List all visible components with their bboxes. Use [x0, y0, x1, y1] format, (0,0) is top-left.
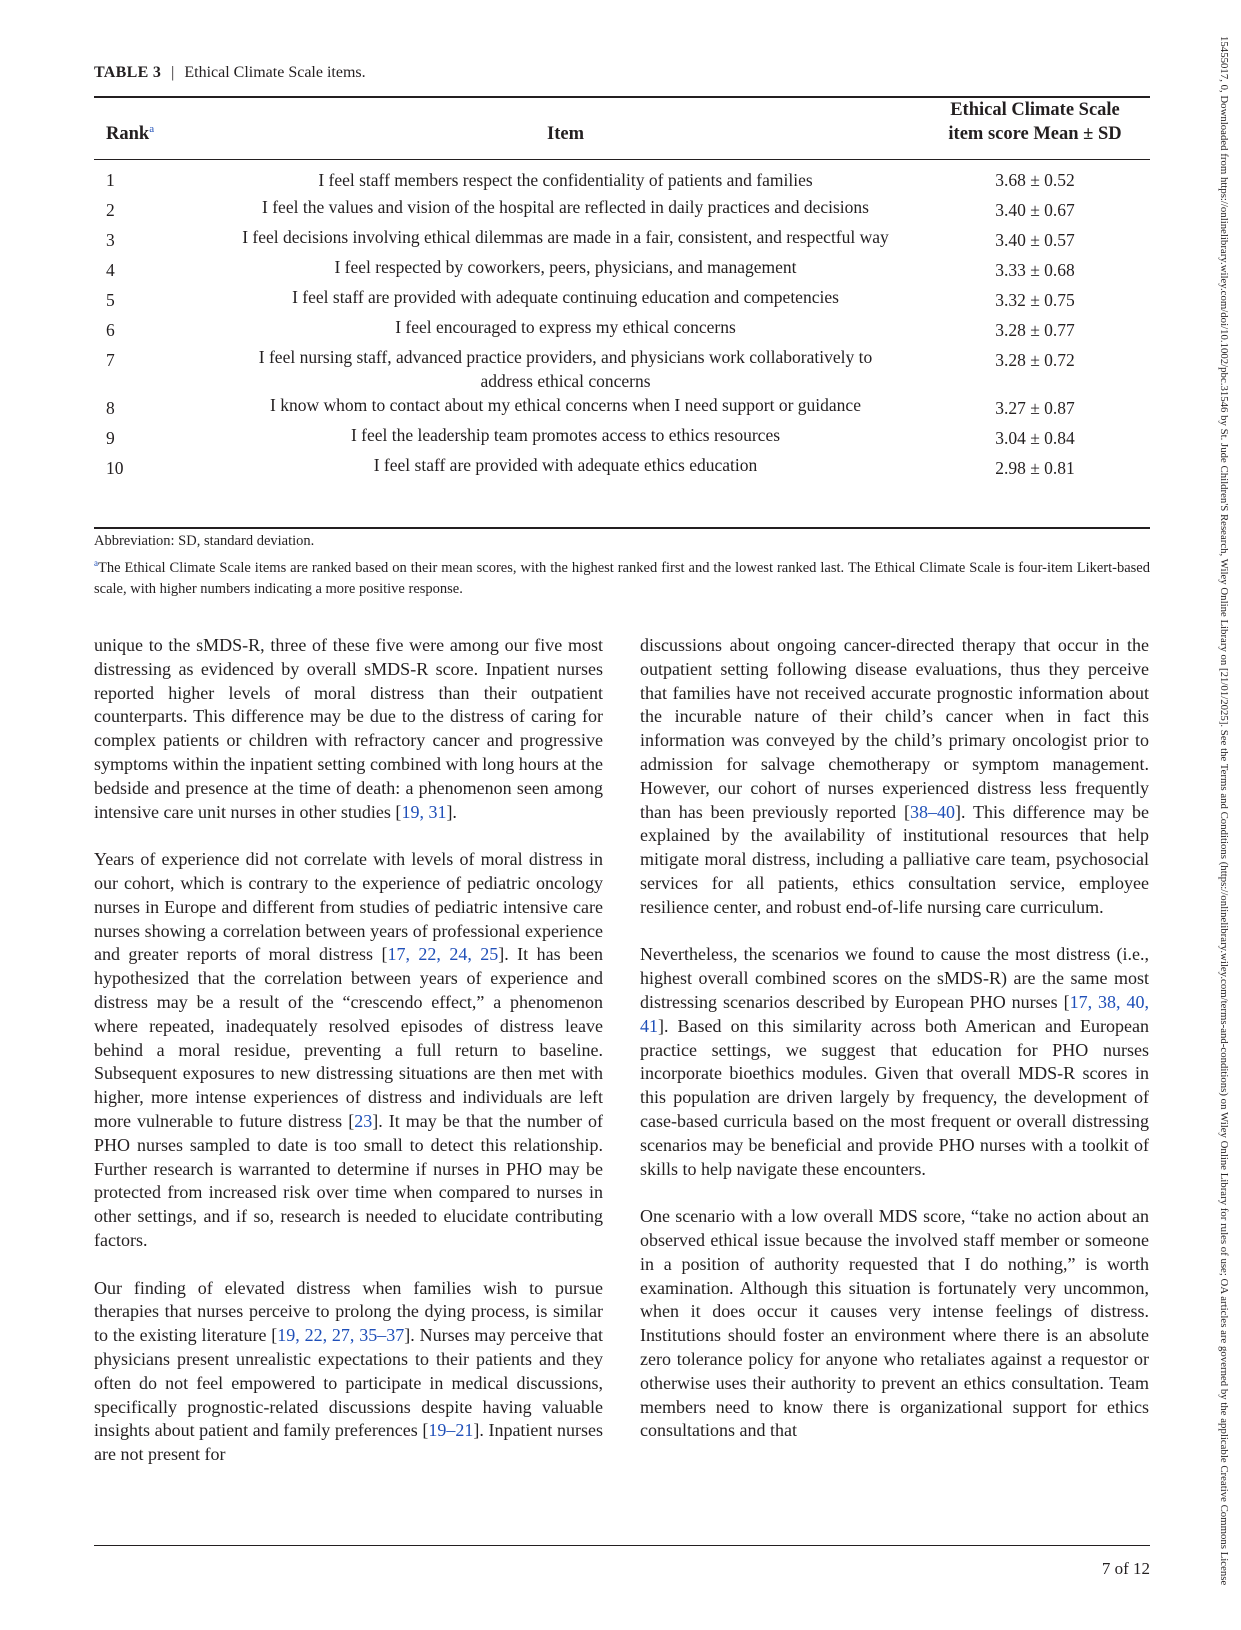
footer-rule: [94, 1545, 1150, 1546]
abbreviation-note: Abbreviation: SD, standard deviation.: [94, 533, 315, 549]
item-cell: I feel staff members respect the confidentiality of patients and families: [318, 170, 813, 190]
rank-cell: 4: [106, 260, 115, 280]
score-cell: 3.28 ± 0.72: [995, 350, 1075, 370]
citation-link[interactable]: 23: [354, 1110, 373, 1131]
score-cell: 3.33 ± 0.68: [995, 260, 1075, 280]
paragraph: Nevertheless, the scenarios we found to cause the most distress (i.e., highest overall combined scores on the sMDS-R) are the same most distressing scenarios described by European PHO nurses [17, 38, 40, 41]. Based on this similarity across both American and European practice settings, we suggest that education for PHO nurses incorporate bioethics modules. Given that overall MDS-R scores in this population are driven largely by frequency, the development of case-based curricula based on the most frequent or overall distressing scenarios may be beneficial and provide PHO nurses with a toolkit of skills to help navigate these encounters.: [640, 944, 1150, 1179]
item-header: Item: [547, 124, 584, 144]
table-row: [94, 255, 1150, 285]
citation-link[interactable]: 17, 38, 40, 41: [640, 991, 1150, 1036]
table-row: [94, 423, 1150, 453]
table-row: [94, 453, 1150, 483]
table-row: [94, 285, 1150, 315]
score-cell: 2.98 ± 0.81: [995, 458, 1075, 478]
score-header: Ethical Climate Scale item score Mean ± SD: [948, 100, 1122, 144]
paragraph: One scenario with a low overall MDS score, “take no action about an observed ethical issue because the involved staff member or someone in a position of authority requested that I do nothing,” is worth examination. Although this situation is fortunately very uncommon, when it does occur it causes very intense feelings of distress. Institutions should foster an environment where there is an absolute zero tolerance policy for anyone who retaliates against a requestor or otherwise uses their authority to prevent an ethics consultation. Team members need to know there is organizational support for ethics consultations and that: [640, 1206, 1149, 1441]
left-column: [94, 634, 603, 1491]
score-cell: 3.04 ± 0.84: [995, 428, 1075, 448]
citation-link[interactable]: 19–21: [428, 1420, 474, 1441]
rank-cell: 6: [106, 320, 115, 340]
score-cell: 3.40 ± 0.57: [995, 230, 1075, 250]
table-row: [94, 315, 1150, 345]
table-footnotes: [94, 531, 1150, 600]
item-cell: I feel staff are provided with adequate continuing education and competencies: [292, 287, 839, 307]
table-row: [94, 195, 1150, 225]
citation-link[interactable]: 38–40: [909, 801, 955, 822]
rank-cell: 7: [106, 350, 115, 370]
score-cell: 3.27 ± 0.87: [995, 398, 1075, 418]
table-row: [94, 225, 1150, 255]
paragraph: unique to the sMDS-R, three of these five were among our five most distressing as evidenced by overall sMDS-R score. Inpatient nurses reported higher levels of moral distress than their outpatient counterparts. This difference may be due to the distress of caring for complex patients or children with refractory cancer and progressive symptoms within the inpatient setting combined with long hours at the bedside and presence at the time of death: a phenomenon seen among intensive care unit nurses in other studies [19, 31].: [94, 635, 603, 822]
rank-cell: 8: [106, 398, 115, 418]
item-cell: I feel the leadership team promotes access to ethics resources: [350, 425, 781, 445]
footnote-marker[interactable]: a: [149, 122, 155, 135]
page-number: 7 of 12: [1101, 1559, 1150, 1578]
table-row: [94, 160, 1150, 195]
rank-cell: 3: [106, 230, 115, 250]
table-header-row: [94, 98, 1150, 160]
item-cell: I feel nursing staff, advanced practice providers, and physicians work collaboratively to address ethical concerns: [258, 347, 873, 391]
citation-link[interactable]: 17, 22, 24, 25: [387, 944, 499, 965]
caption-separator: |: [171, 64, 175, 81]
table-caption: [94, 64, 366, 82]
table-label: TABLE 3: [94, 64, 162, 81]
item-cell: I feel respected by coworkers, peers, physicians, and management: [334, 257, 797, 277]
table-row: [94, 345, 1150, 393]
item-cell: I know whom to contact about my ethical concerns when I need support or guidance: [270, 395, 861, 415]
score-cell: 3.32 ± 0.75: [995, 290, 1075, 310]
citation-link[interactable]: 19, 22, 27, 35–37: [277, 1325, 405, 1346]
download-notice: 15455017, 0, Downloaded from https://onlinelibrary.wiley.com/doi/10.1002/pbc.31546 by St. Jude Children'S Research, Wiley Online Library on [21/01/2025]. See the Terms and Conditions (https://onlinelibrary.wiley.com/terms-and-conditions) on Wiley Online Library for rules of use; OA articles are governed by the applicable Creative Commons License: [1218, 36, 1230, 1586]
paragraph: discussions about ongoing cancer-directed therapy that occur in the outpatient setting following disease evaluations, thus they perceive that families have not received accurate prognostic information about the incurable nature of their child’s cancer when in fact this information was conveyed by the child’s primary oncologist prior to admission for salvage chemotherapy or symptom management. However, our cohort of nurses experienced distress less frequently than has been previously reported [38–40]. This difference may be explained by the availability of institutional resources that help mitigate moral distress, including a palliative care team, psychosocial services for all patients, ethics consultation service, employee resilience center, and robust end-of-life nursing care curriculum.: [640, 635, 1149, 917]
item-cell: I feel the values and vision of the hospital are reflected in daily practices and decisions: [262, 197, 869, 217]
item-cell: I feel decisions involving ethical dilemmas are made in a fair, consistent, and respectful way: [242, 227, 889, 247]
right-column: [640, 634, 1149, 1467]
rank-header: Rank$^a$: [106, 122, 155, 144]
paragraph: Our finding of elevated distress when families wish to pursue therapies that nurses perceive to prolong the dying process, is similar to the existing literature [19, 22, 27, 35–37]. Nurses may perceive that physicians present unrealistic expectations to their patients and they often do not feel empowered to participate in medical discussions, specifically prognostic-related discussions despite having valuable insights about patient and family preferences [19–21]. Inpatient nurses are not present for: [94, 1277, 604, 1465]
citation-link[interactable]: 19, 31: [401, 801, 447, 822]
score-cell: 3.40 ± 0.67: [995, 200, 1075, 220]
item-cell: I feel encouraged to express my ethical concerns: [395, 317, 736, 337]
paragraph: Years of experience did not correlate with levels of moral distress in our cohort, which is contrary to the experience of pediatric oncology nurses in Europe and different from studies of pediatric intensive care nurses showing a correlation between years of professional experience and greater reports of moral distress [17, 22, 24, 25]. It has been hypothesized that the correlation between years of experience and distress may be a result of the “crescendo effect,” a phenomenon where repeated, inadequately resolved episodes of distress leave behind a moral residue, preventing a full return to baseline. Subsequent exposures to new distressing situations are then met with higher, more intense experiences of distress and individuals are left more vulnerable to future distress [23]. It may be that the number of PHO nurses sampled to date is too small to detect this relationship. Further research is warranted to determine if nurses in PHO may be protected from increased risk over time when compared to nurses in other settings, and if so, research is needed to elucidate contributing factors.: [94, 849, 604, 1250]
table-row: [94, 393, 1150, 423]
footnote-a: $^a$The Ethical Climate Scale items are ranked based on their mean scores, with the highest ranked first and the lowest ranked last. The Ethical Climate Scale is four-item Likert-based scale, with higher numbers indicating a more positive response.: [94, 557, 1150, 597]
item-cell: I feel staff are provided with adequate ethics education: [373, 455, 758, 475]
rank-cell: 9: [106, 428, 115, 448]
table-title: Ethical Climate Scale items.: [184, 64, 366, 81]
rank-cell: 1: [106, 170, 115, 190]
rank-cell: 5: [106, 290, 115, 310]
rank-cell: 10: [106, 458, 124, 478]
score-cell: 3.28 ± 0.77: [995, 320, 1075, 340]
rank-cell: 2: [106, 200, 115, 220]
table-bottom-rule: [94, 527, 1150, 529]
ethical-climate-table: [94, 98, 1150, 483]
score-cell: 3.68 ± 0.52: [995, 170, 1075, 190]
